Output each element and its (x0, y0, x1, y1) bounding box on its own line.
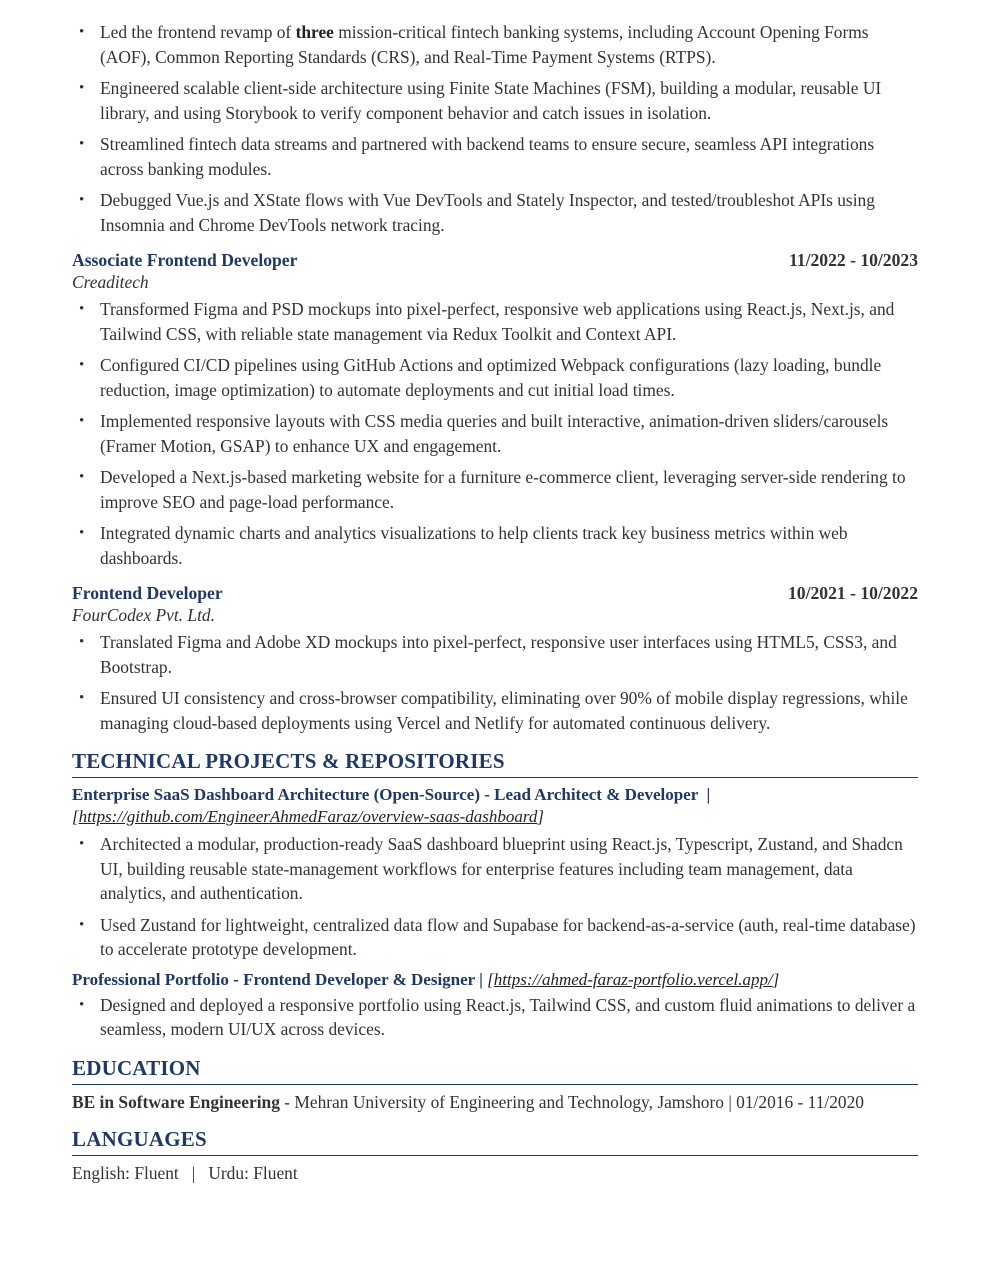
education-detail: - Mehran University of Engineering and Technology, Jamshoro | 01/2016 - 11/2020 (279, 1091, 865, 1112)
separator: | (479, 969, 483, 989)
separator: | (706, 785, 711, 804)
education-entry (72, 1091, 918, 1114)
bullet-item: • Configured CI/CD pipelines using GitHub Actions and optimized Webpack configurations (lazy loading, bundle reduction, image optimization) to automate deployments and cut initial load times. (72, 353, 918, 402)
section-title-education: EDUCATION (72, 1056, 918, 1085)
bracket: ] (772, 969, 780, 989)
job-dates: 10/2021 - 10/2022 (788, 583, 918, 603)
bracket: [ (72, 807, 79, 826)
project-bullet-list (72, 993, 918, 1042)
job-bullet-list (72, 630, 918, 735)
project-link[interactable]: https://github.com/EngineerAhmedFaraz/overview-saas-dashboard (78, 807, 538, 826)
bullet-item: • Integrated dynamic charts and analytics visualizations to help clients track key business metrics within web dashboards. (72, 521, 918, 570)
section-title-languages: LANGUAGES (72, 1127, 918, 1156)
bullet-item: • Ensured UI consistency and cross-browser compatibility, eliminating over 90% of mobile display regressions, while managing cloud-based deployments using Vercel and Netlify for automated continuous delivery. (72, 686, 918, 735)
bullet-item: • Used Zustand for lightweight, centralized data flow and Supabase for backend-as-a-service (auth, real-time database) to accelerate prototype development. (72, 913, 918, 962)
bracket: [ (487, 969, 494, 989)
resume-page (72, 20, 918, 1185)
bracket: ] (537, 807, 545, 826)
job-header (72, 250, 918, 271)
degree-name: BE in Software Engineering (72, 1091, 280, 1112)
company-name: Creaditech (72, 272, 149, 292)
job-bullet-list (72, 297, 918, 570)
bullet-item: • Engineered scalable client-side architecture using Finite State Machines (FSM), building a modular, reusable UI library, and using Storybook to verify component behavior and catch issues in isolation. (72, 76, 918, 125)
job-title: Frontend Developer (72, 583, 223, 603)
bullet-item: • Transformed Figma and PSD mockups into pixel-perfect, responsive web applications using React.js, Next.js, and Tailwind CSS, with reliable state management via Redux Toolkit and Context API. (72, 297, 918, 346)
project-bullet-list (72, 832, 918, 962)
bullet-item: • Led the frontend revamp of three mission-critical fintech banking systems, including Account Opening Forms (AOF), Common Reporting Standards (CRS), and Real-Time Payment Systems (RTPS). (72, 20, 918, 69)
languages-line: English: Fluent | Urdu: Fluent (72, 1163, 298, 1183)
project-link[interactable]: https://ahmed-faraz-portfolio.vercel.app/ (493, 969, 773, 989)
bullet-item: • Translated Figma and Adobe XD mockups into pixel-perfect, responsive user interfaces using HTML5, CSS3, and Bootstrap. (72, 630, 918, 679)
intro-bullet-list (72, 20, 918, 237)
bullet-item: • Architected a modular, production-ready SaaS dashboard blueprint using React.js, Typescript, Zustand, and Shadcn UI, building reusable state-management workflows for enterprise features including team management, data analytics, and authentication. (72, 832, 918, 906)
bullet-item: • Developed a Next.js-based marketing website for a furniture e-commerce client, leveraging server-side rendering to improve SEO and page-load performance. (72, 465, 918, 514)
company-name: FourCodex Pvt. Ltd. (72, 605, 215, 625)
project-title: Enterprise SaaS Dashboard Architecture (Open-Source) - Lead Architect & Developer (72, 785, 698, 804)
section-title-projects: TECHNICAL PROJECTS & REPOSITORIES (72, 749, 918, 778)
project-header (72, 784, 918, 828)
job-title: Associate Frontend Developer (72, 250, 298, 270)
bullet-item: • Designed and deployed a responsive portfolio using React.js, Tailwind CSS, and custom fluid animations to deliver a seamless, modern UI/UX across devices. (72, 993, 918, 1042)
project-title: Professional Portfolio - Frontend Developer & Designer (72, 969, 475, 989)
bullet-item: • Streamlined fintech data streams and partnered with backend teams to ensure secure, seamless API integrations across banking modules. (72, 132, 918, 181)
job-dates: 11/2022 - 10/2023 (788, 250, 918, 270)
bullet-item: • Debugged Vue.js and XState flows with Vue DevTools and Stately Inspector, and tested/troubleshot APIs using Insomnia and Chrome DevTools network tracing. (72, 188, 918, 237)
project-header (72, 969, 918, 991)
job-header (72, 583, 918, 604)
bullet-item: • Implemented responsive layouts with CSS media queries and built interactive, animation-driven sliders/carousels (Framer Motion, GSAP) to enhance UX and engagement. (72, 409, 918, 458)
